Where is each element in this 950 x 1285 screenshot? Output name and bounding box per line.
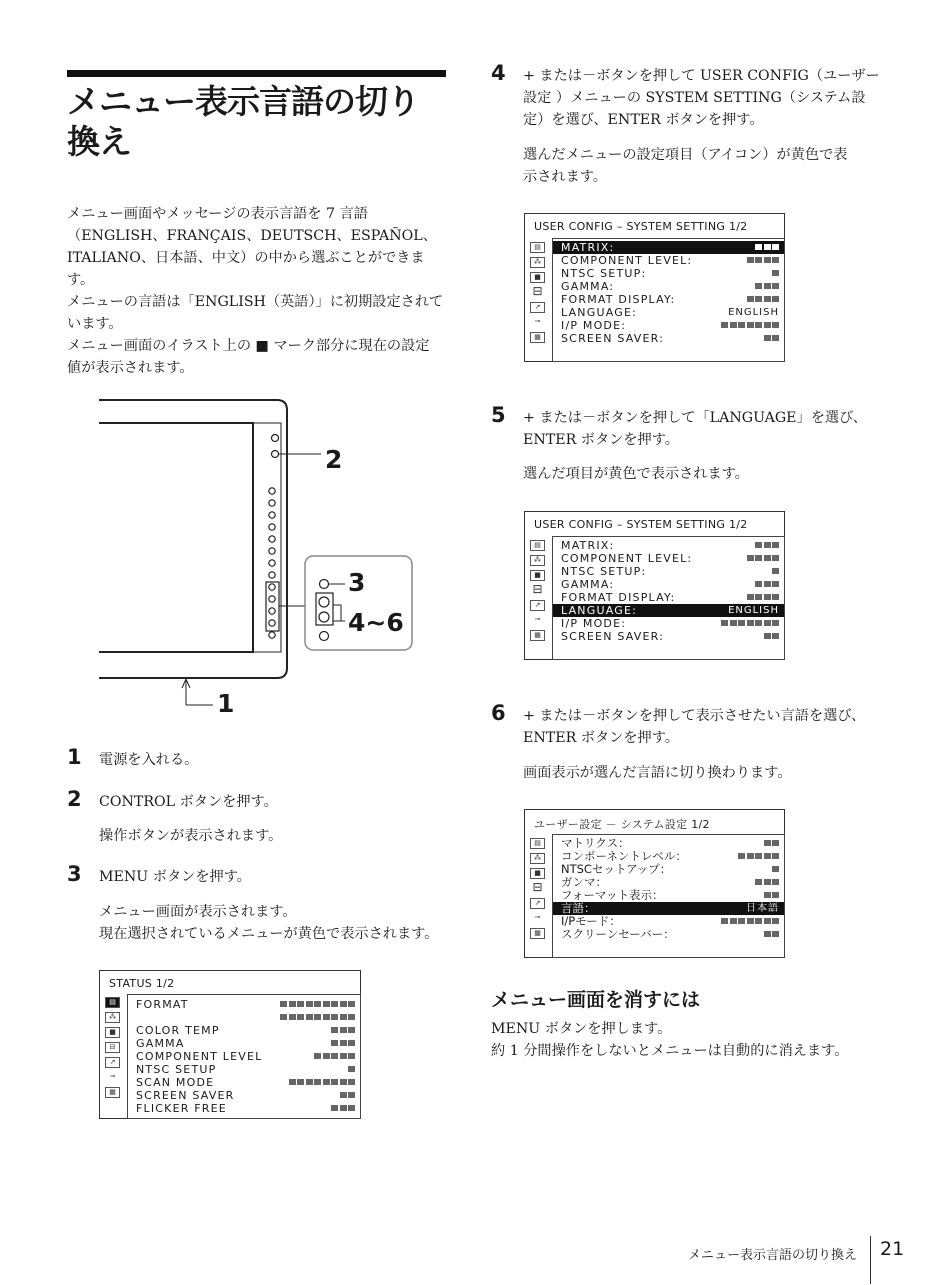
value-block xyxy=(340,1027,347,1033)
grid-icon: ▦ xyxy=(105,1087,120,1098)
osd-row-label: NTSC SETUP: xyxy=(561,565,647,578)
value-block xyxy=(348,1105,355,1111)
osd-row xyxy=(553,630,784,643)
osd-rows xyxy=(552,834,785,958)
value-block xyxy=(348,1053,355,1059)
value-block xyxy=(772,866,779,872)
value-block xyxy=(297,1079,304,1085)
osd-row-label: COMPONENT LEVEL: xyxy=(561,254,693,267)
osd-row xyxy=(553,604,784,617)
value-block xyxy=(348,1079,355,1085)
key-icon: ⊸ xyxy=(534,317,541,325)
osd-row xyxy=(128,1024,360,1037)
osd-row xyxy=(128,1089,360,1102)
key-icon: ⊸ xyxy=(534,615,541,623)
osd-row xyxy=(128,1011,360,1024)
value-block xyxy=(331,1027,338,1033)
osd-row xyxy=(553,332,784,345)
callout-4-6: 4~6 xyxy=(348,608,404,637)
value-block xyxy=(764,283,771,289)
value-block xyxy=(755,555,762,561)
osd-row-value xyxy=(313,1050,356,1063)
value-block xyxy=(340,1001,347,1007)
osd-row xyxy=(128,1050,360,1063)
value-block xyxy=(755,581,762,587)
title-rule xyxy=(67,70,446,77)
value-block xyxy=(764,931,771,937)
value-block xyxy=(331,1001,338,1007)
value-block xyxy=(314,1079,321,1085)
osd-row-value xyxy=(754,280,780,293)
value-block xyxy=(772,283,779,289)
value-block xyxy=(340,1014,347,1020)
page-number: 21 xyxy=(880,1238,905,1260)
value-block xyxy=(331,1053,338,1059)
osd-row-value xyxy=(762,630,779,643)
step-6-number: 6 xyxy=(491,701,506,725)
osd-row-label: SCREEN SAVER: xyxy=(561,332,665,345)
osd-system-setting-1 xyxy=(524,213,785,362)
value-block xyxy=(772,555,779,561)
osd-row-value xyxy=(771,863,780,876)
osd-status-menu xyxy=(99,970,361,1119)
step-3-text: MENU ボタンを押す。 xyxy=(99,869,251,885)
osd-row xyxy=(553,617,784,630)
osd-row-label: スクリーンセーバー： xyxy=(561,927,675,941)
osd-row-label: 言語： xyxy=(561,901,596,915)
step-6-line-1: + または－ボタンを押して表示させたい言語を選び、 xyxy=(523,708,866,724)
osd-row-label: LANGUAGE: xyxy=(561,306,638,319)
value-block xyxy=(772,620,779,626)
person-icon: ■ xyxy=(530,272,545,283)
value-block xyxy=(323,1079,330,1085)
osd-row-value xyxy=(745,293,779,306)
footer-divider xyxy=(870,1236,871,1284)
value-block xyxy=(772,568,779,574)
osd-row xyxy=(553,306,784,319)
value-block xyxy=(297,1001,304,1007)
value-block xyxy=(323,1001,330,1007)
osd-row-value xyxy=(762,837,779,850)
intro-line: メニュー画面やメッセージの表示言語を 7 言語 xyxy=(67,206,368,222)
intro-line: メニュー画面のイラスト上の ■ マーク部分に現在の設定 xyxy=(67,338,430,354)
osd-row xyxy=(553,578,784,591)
value-block xyxy=(772,879,779,885)
value-block xyxy=(348,1040,355,1046)
value-block xyxy=(721,918,728,924)
osd-row-label: コンポーネントレベル： xyxy=(561,849,687,863)
step-4-note-1: 選んだメニューの設定項目（アイコン）が黄色で表 xyxy=(523,147,848,163)
osd-row-label: マトリクス： xyxy=(561,836,630,850)
osd-row-label: FORMAT xyxy=(136,998,189,1011)
osd-row-label: FLICKER FREE xyxy=(136,1102,227,1115)
osd-japanese-menu xyxy=(524,809,785,958)
value-block xyxy=(772,244,779,250)
osd-title: USER CONFIG – SYSTEM SETTING 1/2 xyxy=(534,518,748,531)
osd-row-label: COMPONENT LEVEL: xyxy=(561,552,693,565)
value-block xyxy=(306,1001,313,1007)
osd-row-label: LANGUAGE: xyxy=(561,604,638,617)
value-block xyxy=(755,594,762,600)
value-block xyxy=(764,257,771,263)
step-5-number: 5 xyxy=(491,403,506,427)
value-block xyxy=(348,1027,355,1033)
osd-row-label: MATRIX: xyxy=(561,539,615,552)
section-line-2: 約 1 分間操作をしないとメニューは自動的に消えます。 xyxy=(491,1043,849,1059)
intro-line: メニューの言語は「ENGLISH（英語）」に初期設定されて xyxy=(67,294,444,310)
value-block xyxy=(764,853,771,859)
value-block xyxy=(755,853,762,859)
value-block xyxy=(289,1014,296,1020)
tree-icon: ⁂ xyxy=(105,1012,120,1023)
osd-icon-column xyxy=(104,997,124,1102)
osd-row-label: FORMAT DISPLAY: xyxy=(561,591,676,604)
status-icon: ▤ xyxy=(105,997,120,1008)
osd-row-value xyxy=(754,876,780,889)
value-block xyxy=(340,1092,347,1098)
value-block xyxy=(764,244,771,250)
value-block xyxy=(764,296,771,302)
value-block xyxy=(730,322,737,328)
step-4-line-2: 設定 ）メニューの SYSTEM SETTING（システム設 xyxy=(523,90,866,106)
osd-row-value: ENGLISH xyxy=(728,307,779,318)
step-5-line-2: ENTER ボタンを押す。 xyxy=(523,432,679,448)
osd-row-label: I/P MODE: xyxy=(561,319,627,332)
value-block xyxy=(764,322,771,328)
tree-icon: ⁂ xyxy=(530,853,545,864)
osd-rows xyxy=(552,536,785,660)
value-block xyxy=(764,542,771,548)
osd-row-value: 日本語 xyxy=(746,903,779,914)
tree-icon: ⁂ xyxy=(530,555,545,566)
osd-row-label: SCREEN SAVER xyxy=(136,1089,235,1102)
value-block xyxy=(306,1014,313,1020)
osd-row-label: NTSC SETUP xyxy=(136,1063,217,1076)
toolbox-icon: ⊟ xyxy=(105,1042,120,1053)
value-block xyxy=(772,270,779,276)
monitor-illustration xyxy=(95,395,425,725)
section-line-1: MENU ボタンを押します。 xyxy=(491,1021,672,1037)
value-block xyxy=(314,1014,321,1020)
value-block xyxy=(764,620,771,626)
osd-row-value xyxy=(287,1076,355,1089)
osd-title: USER CONFIG – SYSTEM SETTING 1/2 xyxy=(534,220,748,233)
value-block xyxy=(772,581,779,587)
value-block xyxy=(747,322,754,328)
value-block xyxy=(764,633,771,639)
osd-row-value xyxy=(330,1102,356,1115)
step-4-line-3: 定）を選び、ENTER ボタンを押す。 xyxy=(523,112,764,128)
value-block xyxy=(348,1092,355,1098)
osd-icon-column xyxy=(529,242,549,347)
section-heading: メニュー画面を消すには xyxy=(491,989,701,1011)
osd-row-value xyxy=(347,1063,356,1076)
value-block xyxy=(280,1001,287,1007)
value-block xyxy=(331,1040,338,1046)
page-title xyxy=(67,82,447,162)
value-block xyxy=(280,1014,287,1020)
value-block xyxy=(738,918,745,924)
value-block xyxy=(289,1079,296,1085)
osd-row xyxy=(553,539,784,552)
osd-row-label: GAMMA: xyxy=(561,280,615,293)
osd-row-label: SCREEN SAVER: xyxy=(561,630,665,643)
osd-row-value xyxy=(279,1011,356,1024)
osd-row-value xyxy=(754,539,780,552)
callout-3: 3 xyxy=(348,568,366,597)
value-block xyxy=(755,542,762,548)
value-block xyxy=(340,1079,347,1085)
step-1-text: 電源を入れる。 xyxy=(99,752,199,768)
step-6-note-1: 画面表示が選んだ言語に切り換わります。 xyxy=(523,765,792,781)
osd-row-value xyxy=(745,591,779,604)
osd-row xyxy=(553,267,784,280)
osd-row-label: SCAN MODE xyxy=(136,1076,215,1089)
toolbox-icon: ⊟ xyxy=(532,880,543,894)
value-block xyxy=(755,296,762,302)
osd-row-value xyxy=(762,332,779,345)
osd-row-value xyxy=(754,578,780,591)
osd-system-setting-2 xyxy=(524,511,785,660)
value-block xyxy=(348,1014,355,1020)
value-block xyxy=(730,918,737,924)
tree-icon: ⁂ xyxy=(530,257,545,268)
value-block xyxy=(721,620,728,626)
value-block xyxy=(340,1105,347,1111)
step-3-note-2: 現在選択されているメニューが黄色で表示されます。 xyxy=(99,926,439,942)
osd-row-label: I/Pモード： xyxy=(561,914,621,928)
toolbox-icon: ⊟ xyxy=(532,284,543,298)
value-block xyxy=(755,244,762,250)
value-block xyxy=(764,555,771,561)
step-4-number: 4 xyxy=(491,61,506,85)
person-icon: ■ xyxy=(530,868,545,879)
value-block xyxy=(772,892,779,898)
osd-row-value xyxy=(737,850,780,863)
value-block xyxy=(764,840,771,846)
osd-row-value xyxy=(754,241,780,254)
value-block xyxy=(772,594,779,600)
osd-row xyxy=(128,998,360,1011)
intro-line: います。 xyxy=(67,316,123,332)
value-block xyxy=(764,335,771,341)
osd-title: STATUS 1/2 xyxy=(109,977,175,990)
value-block xyxy=(772,322,779,328)
osd-row xyxy=(128,1102,360,1115)
step-4-note-2: 示されます。 xyxy=(523,169,607,185)
value-block xyxy=(747,620,754,626)
value-block xyxy=(721,322,728,328)
osd-row-value: ENGLISH xyxy=(728,605,779,616)
osd-row-value xyxy=(720,617,780,630)
osd-row xyxy=(128,1037,360,1050)
step-2-text: CONTROL ボタンを押す。 xyxy=(99,794,278,810)
step-6-line-2: ENTER ボタンを押す。 xyxy=(523,730,679,746)
value-block xyxy=(772,633,779,639)
value-block xyxy=(331,1079,338,1085)
value-block xyxy=(331,1105,338,1111)
osd-row-label: NTSCセットアップ： xyxy=(561,862,672,876)
value-block xyxy=(323,1053,330,1059)
value-block xyxy=(772,335,779,341)
value-block xyxy=(772,853,779,859)
value-block xyxy=(747,853,754,859)
osd-row xyxy=(553,591,784,604)
arrow-icon: ↗ xyxy=(530,302,545,313)
osd-row-value xyxy=(330,1024,356,1037)
step-5-line-1: + または－ボタンを押して「LANGUAGE」を選び、 xyxy=(523,410,867,426)
value-block xyxy=(764,879,771,885)
step-1-number: 1 xyxy=(67,745,82,769)
osd-title: ユーザー設定 － システム設定 1/2 xyxy=(534,818,710,831)
person-icon: ■ xyxy=(105,1027,120,1038)
step-3-note-1: メニュー画面が表示されます。 xyxy=(99,904,297,920)
step-4-line-1: + または－ボタンを押して USER CONFIG（ユーザー xyxy=(523,68,880,84)
value-block xyxy=(772,257,779,263)
value-block xyxy=(340,1053,347,1059)
value-block xyxy=(747,594,754,600)
osd-row xyxy=(553,241,784,254)
osd-row-value xyxy=(338,1089,355,1102)
value-block xyxy=(730,620,737,626)
osd-row-label: I/P MODE: xyxy=(561,617,627,630)
osd-icon-column xyxy=(529,838,549,943)
intro-paragraph xyxy=(67,203,451,379)
value-block xyxy=(755,620,762,626)
footer-title: メニュー表示言語の切り換え xyxy=(688,1248,858,1263)
status-icon: ▤ xyxy=(530,242,545,253)
value-block xyxy=(755,918,762,924)
value-block xyxy=(747,555,754,561)
osd-row-value xyxy=(771,565,780,578)
value-block xyxy=(340,1040,347,1046)
page-title-line-1: メニュー表示言語の切り xyxy=(67,82,419,121)
osd-row-value xyxy=(720,319,780,332)
value-block xyxy=(314,1053,321,1059)
value-block xyxy=(764,892,771,898)
value-block xyxy=(297,1014,304,1020)
value-block xyxy=(772,840,779,846)
value-block xyxy=(738,620,745,626)
osd-row-value xyxy=(279,998,356,1011)
toolbox-icon: ⊟ xyxy=(532,582,543,596)
status-icon: ▤ xyxy=(530,540,545,551)
callout-2: 2 xyxy=(325,445,343,474)
value-block xyxy=(764,594,771,600)
value-block xyxy=(738,853,745,859)
osd-row xyxy=(553,928,784,941)
osd-row xyxy=(553,565,784,578)
value-block xyxy=(323,1014,330,1020)
osd-row-label: GAMMA: xyxy=(561,578,615,591)
value-block xyxy=(747,918,754,924)
osd-row-value xyxy=(745,254,779,267)
osd-row-label: COLOR TEMP xyxy=(136,1024,220,1037)
value-block xyxy=(772,918,779,924)
value-block xyxy=(738,322,745,328)
osd-row-label: フォーマット表示： xyxy=(561,888,664,902)
osd-rows xyxy=(552,238,785,362)
osd-row-value xyxy=(771,267,780,280)
value-block xyxy=(747,296,754,302)
intro-line: ITALIANO、日本語、中文）の中から選ぶことができま xyxy=(67,250,425,266)
value-block xyxy=(331,1014,338,1020)
osd-row-value xyxy=(720,915,780,928)
value-block xyxy=(755,283,762,289)
arrow-icon: ↗ xyxy=(530,898,545,909)
osd-row-label: NTSC SETUP: xyxy=(561,267,647,280)
value-block xyxy=(764,918,771,924)
step-2-note: 操作ボタンが表示されます。 xyxy=(99,828,283,844)
osd-row-label: COMPONENT LEVEL xyxy=(136,1050,263,1063)
osd-row-label: MATRIX: xyxy=(561,241,615,254)
value-block xyxy=(306,1079,313,1085)
step-2-number: 2 xyxy=(67,787,82,811)
osd-row xyxy=(553,293,784,306)
osd-row-label: ガンマ： xyxy=(561,875,607,889)
value-block xyxy=(755,879,762,885)
person-icon: ■ xyxy=(530,570,545,581)
osd-row xyxy=(553,319,784,332)
value-block xyxy=(289,1001,296,1007)
osd-row-label: FORMAT DISPLAY: xyxy=(561,293,676,306)
osd-row xyxy=(128,1076,360,1089)
value-block xyxy=(314,1001,321,1007)
intro-line: 値が表示されます。 xyxy=(67,360,194,376)
osd-rows xyxy=(127,994,361,1119)
key-icon: ⊸ xyxy=(534,913,541,921)
osd-row xyxy=(553,552,784,565)
value-block xyxy=(772,542,779,548)
callout-1: 1 xyxy=(217,689,235,718)
osd-row-value xyxy=(762,928,779,941)
value-block xyxy=(747,257,754,263)
step-3-number: 3 xyxy=(67,862,82,886)
page-title-line-2: 換え xyxy=(67,122,131,161)
osd-row-value xyxy=(745,552,779,565)
osd-row-value xyxy=(330,1037,356,1050)
grid-icon: ▦ xyxy=(530,928,545,939)
intro-line: す。 xyxy=(67,272,95,288)
value-block xyxy=(348,1001,355,1007)
value-block xyxy=(764,581,771,587)
key-icon: ⊸ xyxy=(109,1072,116,1080)
grid-icon: ▦ xyxy=(530,332,545,343)
osd-row-label: GAMMA xyxy=(136,1037,185,1050)
osd-row xyxy=(128,1063,360,1076)
arrow-icon: ↗ xyxy=(530,600,545,611)
osd-row xyxy=(553,280,784,293)
status-icon: ▤ xyxy=(530,838,545,849)
arrow-icon: ↗ xyxy=(105,1057,120,1068)
value-block xyxy=(772,296,779,302)
value-block xyxy=(772,931,779,937)
value-block xyxy=(755,322,762,328)
osd-row xyxy=(553,254,784,267)
grid-icon: ▦ xyxy=(530,630,545,641)
osd-row-value xyxy=(762,889,779,902)
step-5-note-1: 選んだ項目が黄色で表示されます。 xyxy=(523,466,749,482)
value-block xyxy=(348,1066,355,1072)
intro-line: （ENGLISH、FRANÇAIS、DEUTSCH、ESPAÑOL、 xyxy=(67,228,437,244)
osd-icon-column xyxy=(529,540,549,645)
value-block xyxy=(755,257,762,263)
